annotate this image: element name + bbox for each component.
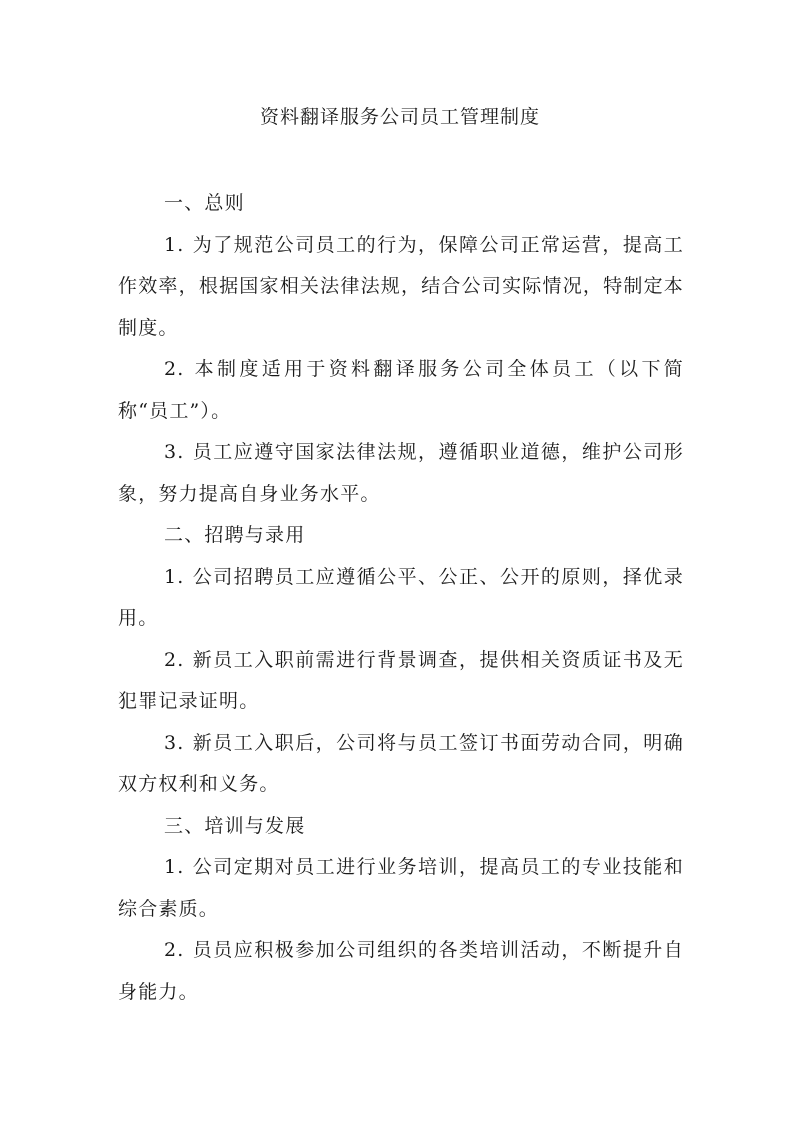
paragraph [118, 349, 684, 432]
item-number: 3. [164, 441, 185, 463]
item-number: 3. [164, 731, 185, 754]
item-text: 为了规范公司员工的行为，保障公司正常运营，提高工作效率，根据国家相关法律法规，结合公司实际情况，特制定本制度。 [118, 233, 684, 339]
section-heading-recruitment: 二、招聘与录用 [164, 524, 306, 546]
item-text: 公司招聘员工应遵循公平、公正、公开的原则，择优录用。 [118, 565, 684, 629]
section-heading-training: 三、培训与发展 [164, 814, 306, 837]
paragraph [118, 723, 684, 806]
paragraph [118, 432, 684, 515]
paragraph [118, 640, 684, 723]
item-text: 公司定期对员工进行业务培训，提高员工的专业技能和综合素质。 [118, 856, 684, 920]
document-title: 资料翻译服务公司员工管理制度 [259, 106, 540, 128]
item-number: 1. [164, 856, 185, 878]
item-text: 新员工入职后，公司将与员工签订书面劳动合同，明确双方权利和义务。 [118, 731, 684, 795]
item-number: 1. [164, 565, 185, 588]
paragraph [118, 847, 684, 930]
item-number: 2. [164, 358, 185, 380]
item-number: 2. [164, 939, 185, 961]
section-heading-general: 一、总则 [164, 192, 245, 214]
paragraph [118, 225, 684, 350]
item-text: 员员应积极参加公司组织的各类培训活动，不断提升自身能力。 [118, 939, 684, 1003]
item-number: 2. [164, 648, 185, 671]
item-text: 本制度适用于资料翻译服务公司全体员工（以下简称“员工”）。 [118, 358, 684, 422]
paragraph [118, 930, 684, 1013]
item-text: 新员工入职前需进行背景调查，提供相关资质证书及无犯罪记录证明。 [118, 648, 684, 712]
paragraph [118, 557, 684, 640]
item-number: 1. [164, 233, 185, 256]
item-text: 员工应遵守国家法律法规，遵循职业道德，维护公司形象，努力提高自身业务水平。 [118, 441, 684, 505]
document-body [118, 183, 684, 1013]
